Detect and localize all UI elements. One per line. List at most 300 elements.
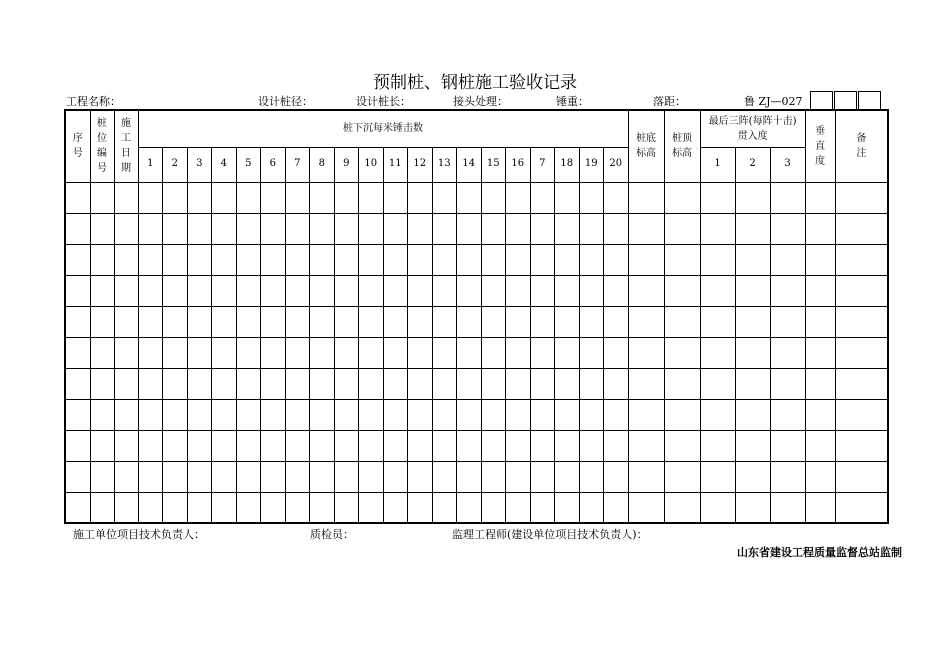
table-cell[interactable]: [506, 430, 531, 461]
table-cell[interactable]: [805, 275, 835, 306]
table-cell[interactable]: [408, 430, 433, 461]
table-cell[interactable]: [285, 275, 310, 306]
table-cell[interactable]: [212, 368, 237, 399]
table-cell[interactable]: [285, 182, 310, 213]
table-cell[interactable]: [408, 244, 433, 275]
table-cell[interactable]: [530, 430, 555, 461]
table-cell[interactable]: [65, 244, 90, 275]
table-cell[interactable]: [506, 182, 531, 213]
table-cell[interactable]: [628, 399, 664, 430]
table-cell[interactable]: [457, 244, 482, 275]
table-cell[interactable]: [457, 213, 482, 244]
table-cell[interactable]: [664, 244, 700, 275]
table-cell[interactable]: [383, 275, 408, 306]
table-cell[interactable]: [212, 213, 237, 244]
table-cell[interactable]: [285, 399, 310, 430]
table-cell[interactable]: [90, 368, 114, 399]
table-cell[interactable]: [735, 492, 770, 523]
table-cell[interactable]: [90, 337, 114, 368]
table-cell[interactable]: [236, 430, 261, 461]
table-cell[interactable]: [310, 306, 335, 337]
table-cell[interactable]: [187, 399, 212, 430]
table-cell[interactable]: [310, 492, 335, 523]
table-cell[interactable]: [138, 461, 163, 492]
table-cell[interactable]: [628, 430, 664, 461]
table-cell[interactable]: [481, 213, 506, 244]
table-cell[interactable]: [805, 244, 835, 275]
table-cell[interactable]: [664, 275, 700, 306]
table-cell[interactable]: [628, 337, 664, 368]
table-cell[interactable]: [481, 182, 506, 213]
table-cell[interactable]: [187, 182, 212, 213]
table-cell[interactable]: [212, 182, 237, 213]
table-cell[interactable]: [555, 399, 580, 430]
table-cell[interactable]: [432, 430, 457, 461]
table-cell[interactable]: [805, 430, 835, 461]
table-cell[interactable]: [114, 244, 138, 275]
table-cell[interactable]: [432, 275, 457, 306]
table-cell[interactable]: [805, 368, 835, 399]
table-cell[interactable]: [310, 182, 335, 213]
table-cell[interactable]: [506, 368, 531, 399]
table-cell[interactable]: [187, 461, 212, 492]
table-cell[interactable]: [805, 492, 835, 523]
table-cell[interactable]: [530, 213, 555, 244]
table-cell[interactable]: [530, 306, 555, 337]
table-cell[interactable]: [735, 213, 770, 244]
table-cell[interactable]: [163, 182, 188, 213]
table-cell[interactable]: [835, 244, 888, 275]
table-cell[interactable]: [555, 368, 580, 399]
table-cell[interactable]: [163, 399, 188, 430]
table-cell[interactable]: [163, 306, 188, 337]
table-cell[interactable]: [90, 275, 114, 306]
table-cell[interactable]: [835, 337, 888, 368]
table-cell[interactable]: [114, 182, 138, 213]
table-cell[interactable]: [579, 337, 604, 368]
table-cell[interactable]: [65, 430, 90, 461]
table-cell[interactable]: [700, 461, 735, 492]
table-cell[interactable]: [628, 213, 664, 244]
table-cell[interactable]: [700, 244, 735, 275]
table-cell[interactable]: [770, 368, 805, 399]
table-cell[interactable]: [114, 492, 138, 523]
table-cell[interactable]: [114, 430, 138, 461]
table-cell[interactable]: [114, 399, 138, 430]
table-cell[interactable]: [65, 461, 90, 492]
table-cell[interactable]: [770, 337, 805, 368]
table-cell[interactable]: [408, 275, 433, 306]
table-cell[interactable]: [138, 337, 163, 368]
table-cell[interactable]: [65, 306, 90, 337]
table-cell[interactable]: [359, 275, 384, 306]
table-cell[interactable]: [90, 399, 114, 430]
table-cell[interactable]: [334, 244, 359, 275]
table-cell[interactable]: [530, 182, 555, 213]
table-cell[interactable]: [138, 430, 163, 461]
table-cell[interactable]: [506, 213, 531, 244]
table-cell[interactable]: [770, 244, 805, 275]
table-cell[interactable]: [457, 492, 482, 523]
table-cell[interactable]: [163, 213, 188, 244]
table-cell[interactable]: [187, 306, 212, 337]
table-cell[interactable]: [481, 275, 506, 306]
table-cell[interactable]: [432, 182, 457, 213]
table-cell[interactable]: [359, 430, 384, 461]
table-cell[interactable]: [555, 244, 580, 275]
table-cell[interactable]: [506, 244, 531, 275]
table-cell[interactable]: [555, 430, 580, 461]
table-cell[interactable]: [359, 213, 384, 244]
table-cell[interactable]: [700, 399, 735, 430]
table-cell[interactable]: [457, 275, 482, 306]
table-cell[interactable]: [735, 182, 770, 213]
table-cell[interactable]: [432, 492, 457, 523]
table-cell[interactable]: [604, 244, 629, 275]
table-cell[interactable]: [481, 368, 506, 399]
table-cell[interactable]: [432, 368, 457, 399]
table-cell[interactable]: [628, 461, 664, 492]
table-cell[interactable]: [555, 461, 580, 492]
table-cell[interactable]: [187, 275, 212, 306]
table-cell[interactable]: [579, 461, 604, 492]
table-cell[interactable]: [212, 492, 237, 523]
table-cell[interactable]: [700, 213, 735, 244]
table-cell[interactable]: [835, 430, 888, 461]
table-cell[interactable]: [212, 275, 237, 306]
table-cell[interactable]: [310, 399, 335, 430]
table-cell[interactable]: [604, 430, 629, 461]
table-cell[interactable]: [90, 244, 114, 275]
table-cell[interactable]: [334, 461, 359, 492]
table-cell[interactable]: [628, 182, 664, 213]
table-cell[interactable]: [334, 213, 359, 244]
table-cell[interactable]: [261, 368, 286, 399]
table-cell[interactable]: [138, 368, 163, 399]
table-cell[interactable]: [432, 306, 457, 337]
table-cell[interactable]: [770, 461, 805, 492]
table-cell[interactable]: [383, 244, 408, 275]
table-cell[interactable]: [579, 275, 604, 306]
table-cell[interactable]: [236, 213, 261, 244]
table-cell[interactable]: [236, 275, 261, 306]
table-cell[interactable]: [530, 492, 555, 523]
table-cell[interactable]: [285, 213, 310, 244]
table-cell[interactable]: [628, 306, 664, 337]
table-cell[interactable]: [285, 430, 310, 461]
table-cell[interactable]: [138, 306, 163, 337]
table-cell[interactable]: [700, 368, 735, 399]
table-cell[interactable]: [664, 182, 700, 213]
table-cell[interactable]: [236, 182, 261, 213]
table-cell[interactable]: [383, 182, 408, 213]
table-cell[interactable]: [604, 461, 629, 492]
table-cell[interactable]: [261, 430, 286, 461]
table-cell[interactable]: [359, 399, 384, 430]
table-cell[interactable]: [383, 306, 408, 337]
table-cell[interactable]: [212, 306, 237, 337]
table-cell[interactable]: [65, 492, 90, 523]
table-cell[interactable]: [628, 368, 664, 399]
table-cell[interactable]: [664, 368, 700, 399]
table-cell[interactable]: [261, 244, 286, 275]
table-cell[interactable]: [770, 306, 805, 337]
table-cell[interactable]: [506, 337, 531, 368]
table-cell[interactable]: [359, 337, 384, 368]
table-cell[interactable]: [432, 244, 457, 275]
table-cell[interactable]: [408, 182, 433, 213]
table-cell[interactable]: [770, 399, 805, 430]
table-cell[interactable]: [334, 182, 359, 213]
table-cell[interactable]: [835, 213, 888, 244]
table-cell[interactable]: [555, 337, 580, 368]
table-cell[interactable]: [261, 182, 286, 213]
table-cell[interactable]: [212, 461, 237, 492]
table-cell[interactable]: [664, 337, 700, 368]
table-cell[interactable]: [457, 182, 482, 213]
table-cell[interactable]: [236, 368, 261, 399]
table-cell[interactable]: [383, 399, 408, 430]
table-cell[interactable]: [664, 306, 700, 337]
table-cell[interactable]: [163, 430, 188, 461]
table-cell[interactable]: [236, 306, 261, 337]
table-cell[interactable]: [735, 275, 770, 306]
table-cell[interactable]: [664, 492, 700, 523]
table-cell[interactable]: [481, 430, 506, 461]
table-cell[interactable]: [114, 275, 138, 306]
table-cell[interactable]: [628, 244, 664, 275]
table-cell[interactable]: [805, 182, 835, 213]
table-cell[interactable]: [334, 306, 359, 337]
table-cell[interactable]: [383, 213, 408, 244]
table-cell[interactable]: [359, 306, 384, 337]
table-cell[interactable]: [383, 430, 408, 461]
table-cell[interactable]: [579, 399, 604, 430]
table-cell[interactable]: [432, 213, 457, 244]
table-cell[interactable]: [408, 213, 433, 244]
table-cell[interactable]: [90, 306, 114, 337]
table-cell[interactable]: [604, 182, 629, 213]
table-cell[interactable]: [90, 213, 114, 244]
table-cell[interactable]: [408, 461, 433, 492]
table-cell[interactable]: [383, 461, 408, 492]
table-cell[interactable]: [700, 337, 735, 368]
table-cell[interactable]: [65, 275, 90, 306]
table-cell[interactable]: [212, 399, 237, 430]
table-cell[interactable]: [579, 306, 604, 337]
table-cell[interactable]: [65, 399, 90, 430]
table-cell[interactable]: [664, 461, 700, 492]
table-cell[interactable]: [432, 461, 457, 492]
table-cell[interactable]: [334, 275, 359, 306]
table-cell[interactable]: [187, 492, 212, 523]
table-cell[interactable]: [334, 430, 359, 461]
table-cell[interactable]: [805, 213, 835, 244]
table-cell[interactable]: [506, 275, 531, 306]
table-cell[interactable]: [770, 275, 805, 306]
table-cell[interactable]: [735, 368, 770, 399]
table-cell[interactable]: [383, 492, 408, 523]
table-cell[interactable]: [770, 492, 805, 523]
table-cell[interactable]: [604, 275, 629, 306]
table-cell[interactable]: [770, 182, 805, 213]
table-cell[interactable]: [114, 337, 138, 368]
table-cell[interactable]: [163, 461, 188, 492]
table-cell[interactable]: [114, 213, 138, 244]
table-cell[interactable]: [579, 492, 604, 523]
table-cell[interactable]: [163, 492, 188, 523]
table-cell[interactable]: [163, 244, 188, 275]
table-cell[interactable]: [114, 306, 138, 337]
table-cell[interactable]: [664, 399, 700, 430]
table-cell[interactable]: [383, 368, 408, 399]
table-cell[interactable]: [285, 368, 310, 399]
table-cell[interactable]: [163, 368, 188, 399]
table-cell[interactable]: [187, 213, 212, 244]
table-cell[interactable]: [383, 337, 408, 368]
table-cell[interactable]: [835, 461, 888, 492]
table-cell[interactable]: [138, 213, 163, 244]
table-cell[interactable]: [604, 368, 629, 399]
table-cell[interactable]: [236, 492, 261, 523]
table-cell[interactable]: [359, 182, 384, 213]
table-cell[interactable]: [579, 244, 604, 275]
table-cell[interactable]: [432, 399, 457, 430]
table-cell[interactable]: [212, 244, 237, 275]
table-cell[interactable]: [735, 337, 770, 368]
table-cell[interactable]: [114, 368, 138, 399]
table-cell[interactable]: [261, 275, 286, 306]
table-cell[interactable]: [579, 213, 604, 244]
table-cell[interactable]: [457, 399, 482, 430]
table-cell[interactable]: [770, 430, 805, 461]
table-cell[interactable]: [506, 461, 531, 492]
table-cell[interactable]: [187, 368, 212, 399]
table-cell[interactable]: [735, 399, 770, 430]
table-cell[interactable]: [359, 461, 384, 492]
table-cell[interactable]: [628, 492, 664, 523]
table-cell[interactable]: [261, 306, 286, 337]
table-cell[interactable]: [555, 182, 580, 213]
table-cell[interactable]: [530, 399, 555, 430]
table-cell[interactable]: [579, 368, 604, 399]
table-cell[interactable]: [163, 337, 188, 368]
table-cell[interactable]: [261, 399, 286, 430]
table-cell[interactable]: [359, 368, 384, 399]
table-cell[interactable]: [408, 337, 433, 368]
table-cell[interactable]: [65, 213, 90, 244]
table-cell[interactable]: [310, 244, 335, 275]
table-cell[interactable]: [187, 337, 212, 368]
table-cell[interactable]: [481, 337, 506, 368]
table-cell[interactable]: [700, 275, 735, 306]
table-cell[interactable]: [457, 368, 482, 399]
table-cell[interactable]: [735, 461, 770, 492]
table-cell[interactable]: [408, 368, 433, 399]
table-cell[interactable]: [530, 275, 555, 306]
table-cell[interactable]: [285, 337, 310, 368]
table-cell[interactable]: [481, 306, 506, 337]
table-cell[interactable]: [735, 430, 770, 461]
table-cell[interactable]: [212, 430, 237, 461]
table-cell[interactable]: [334, 337, 359, 368]
table-cell[interactable]: [187, 430, 212, 461]
table-cell[interactable]: [65, 182, 90, 213]
table-cell[interactable]: [310, 213, 335, 244]
table-cell[interactable]: [65, 368, 90, 399]
table-cell[interactable]: [261, 337, 286, 368]
table-cell[interactable]: [138, 244, 163, 275]
table-cell[interactable]: [805, 306, 835, 337]
table-cell[interactable]: [835, 492, 888, 523]
table-cell[interactable]: [835, 306, 888, 337]
table-cell[interactable]: [555, 306, 580, 337]
table-cell[interactable]: [310, 337, 335, 368]
table-cell[interactable]: [163, 275, 188, 306]
table-cell[interactable]: [261, 461, 286, 492]
table-cell[interactable]: [334, 368, 359, 399]
table-cell[interactable]: [481, 492, 506, 523]
table-cell[interactable]: [138, 182, 163, 213]
table-cell[interactable]: [579, 430, 604, 461]
table-cell[interactable]: [138, 275, 163, 306]
table-cell[interactable]: [530, 337, 555, 368]
table-cell[interactable]: [334, 492, 359, 523]
table-cell[interactable]: [310, 430, 335, 461]
table-cell[interactable]: [604, 492, 629, 523]
table-cell[interactable]: [555, 275, 580, 306]
table-cell[interactable]: [835, 368, 888, 399]
table-cell[interactable]: [530, 244, 555, 275]
table-cell[interactable]: [604, 399, 629, 430]
table-cell[interactable]: [261, 492, 286, 523]
table-cell[interactable]: [90, 430, 114, 461]
table-cell[interactable]: [285, 461, 310, 492]
table-cell[interactable]: [555, 492, 580, 523]
table-cell[interactable]: [481, 399, 506, 430]
table-cell[interactable]: [65, 337, 90, 368]
table-cell[interactable]: [90, 492, 114, 523]
table-cell[interactable]: [236, 244, 261, 275]
table-cell[interactable]: [700, 492, 735, 523]
table-cell[interactable]: [664, 213, 700, 244]
table-cell[interactable]: [457, 337, 482, 368]
table-cell[interactable]: [481, 244, 506, 275]
table-cell[interactable]: [835, 182, 888, 213]
table-cell[interactable]: [506, 306, 531, 337]
table-cell[interactable]: [835, 399, 888, 430]
table-cell[interactable]: [506, 399, 531, 430]
table-cell[interactable]: [530, 461, 555, 492]
table-cell[interactable]: [664, 430, 700, 461]
table-cell[interactable]: [408, 306, 433, 337]
table-cell[interactable]: [310, 368, 335, 399]
table-cell[interactable]: [579, 182, 604, 213]
table-cell[interactable]: [835, 275, 888, 306]
table-cell[interactable]: [457, 461, 482, 492]
table-cell[interactable]: [735, 306, 770, 337]
table-cell[interactable]: [735, 244, 770, 275]
table-cell[interactable]: [285, 492, 310, 523]
table-cell[interactable]: [604, 306, 629, 337]
table-cell[interactable]: [700, 306, 735, 337]
table-cell[interactable]: [334, 399, 359, 430]
table-cell[interactable]: [530, 368, 555, 399]
table-cell[interactable]: [114, 461, 138, 492]
table-cell[interactable]: [628, 275, 664, 306]
table-cell[interactable]: [457, 306, 482, 337]
table-cell[interactable]: [805, 461, 835, 492]
